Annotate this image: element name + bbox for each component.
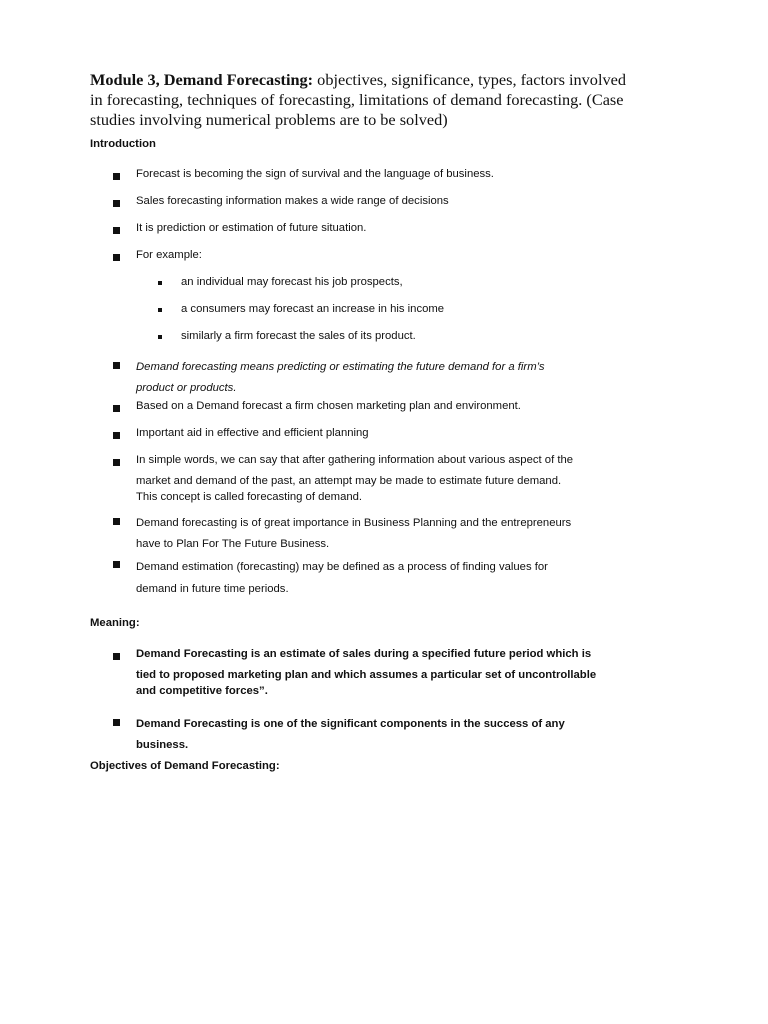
heading-bold-title: Module 3, Demand Forecasting: [90,70,314,89]
list-item-text: Based on a Demand forecast a firm chosen marketing plan and environment. [136,400,521,412]
list-item-text: Forecast is becoming the sign of survival and the language of business. [136,168,494,180]
list-item-text: Demand forecasting is of great importance in Business Planning and the entrepreneurs have to Plan For The Future Business. [136,517,572,550]
bullet-icon [113,200,120,207]
sub-list-item-text: similarly a firm forecast the sales of its product. [181,330,416,342]
square-bullet-icon [158,281,162,285]
section-title-objectives: Objectives of Demand Forecasting: [90,760,280,772]
list-item-text: Demand Forecasting is an estimate of sales during a specified future period which is tied to proposed marketing plan and which assumes a particular set of uncontrollable and competitive forces”. [136,648,597,697]
bullet-icon [113,459,120,466]
bullet-icon [113,561,120,568]
list-item-text: Demand Forecasting is one of the significant components in the success of any business. [136,718,565,751]
list-item-text: Demand estimation (forecasting) may be defined as a process of finding values for demand in future time periods. [136,561,548,595]
heading-line-3: studies involving numerical problems are to be solved) [90,110,448,129]
list-item-text: Sales forecasting information makes a wide range of decisions [136,195,449,207]
sub-list-item-text: an individual may forecast his job prospects, [181,276,403,288]
module-heading [90,70,690,130]
square-bullet-icon [158,308,162,312]
heading-line-1 [90,70,690,90]
square-bullet-icon [158,335,162,339]
section-title-meaning: Meaning: [90,617,140,629]
list-item-text: Demand forecasting means predicting or estimating the future demand for a firm’s product or products. [136,361,545,394]
bullet-icon [113,173,120,180]
bullet-icon [113,227,120,234]
bullet-icon [113,405,120,412]
bullet-icon [113,362,120,369]
bullet-icon [113,518,120,525]
list-item-text: For example: [136,249,202,261]
bullet-icon [113,432,120,439]
bullet-icon [113,719,120,726]
list-item-text: It is prediction or estimation of future situation. [136,222,367,234]
heading-line-2: in forecasting, techniques of forecasting, limitations of demand forecasting. (Case [90,90,624,109]
list-item-text: Important aid in effective and efficient planning [136,427,369,439]
list-item-text: In simple words, we can say that after gathering information about various aspect of the market and demand of the past, an attempt may be made to estimate future demand. This concept is called forecasting of demand. [136,454,574,503]
bullet-icon [113,653,120,660]
section-title-introduction: Introduction [90,138,156,150]
bullet-icon [113,254,120,261]
sub-list-item-text: a consumers may forecast an increase in his income [181,303,445,315]
heading-line-1-rest: objectives, significance, types, factors involved [313,70,626,89]
